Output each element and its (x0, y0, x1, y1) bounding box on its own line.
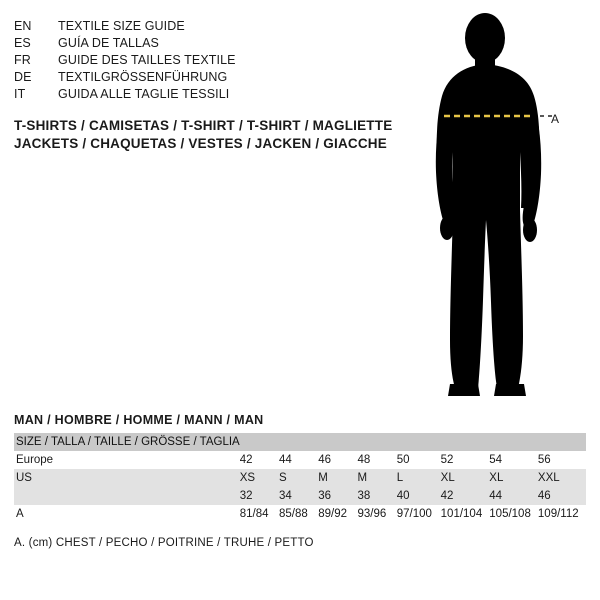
table-header-blank (397, 433, 441, 451)
language-text: GUIDA ALLE TAGLIE TESSILI (58, 87, 230, 101)
cell: XXL (538, 469, 586, 487)
table-header-blank (441, 433, 490, 451)
table-header-blank (489, 433, 538, 451)
measure-label-a: A (551, 112, 560, 126)
cell: 81/84 (240, 505, 279, 523)
cell: 85/88 (279, 505, 318, 523)
cell: 101/104 (441, 505, 490, 523)
table-header-blank (538, 433, 586, 451)
table-row (14, 451, 586, 469)
category-jackets: JACKETS / CHAQUETAS / VESTES / JACKEN / GIACCHE (14, 136, 387, 151)
male-silhouette-icon (400, 10, 590, 410)
row-label: A (14, 505, 240, 523)
table-header-label: SIZE / TALLA / TAILLE / GRÖSSE / TAGLIA (14, 433, 240, 451)
size-table (14, 433, 586, 523)
cell: 36 (318, 487, 357, 505)
cell: 34 (279, 487, 318, 505)
table-header-blank (318, 433, 357, 451)
cell: M (318, 469, 357, 487)
cell: 89/92 (318, 505, 357, 523)
language-code: DE (14, 70, 32, 84)
cell: 50 (397, 451, 441, 469)
cell: 56 (538, 451, 586, 469)
row-label: US (14, 469, 240, 487)
language-text: TEXTILGRÖSSENFÜHRUNG (58, 70, 228, 84)
language-text: TEXTILE SIZE GUIDE (58, 19, 185, 33)
cell: 42 (240, 451, 279, 469)
cell: 109/112 (538, 505, 586, 523)
table-row (14, 505, 586, 523)
cell: 105/108 (489, 505, 538, 523)
cell: L (397, 469, 441, 487)
cell: XS (240, 469, 279, 487)
category-tshirts: T-SHIRTS / CAMISETAS / T-SHIRT / T-SHIRT / MAGLIETTE (14, 118, 393, 133)
table-header-blank (240, 433, 279, 451)
cell: XL (489, 469, 538, 487)
table-header-blank (279, 433, 318, 451)
table-row (14, 469, 586, 487)
body-figure (400, 10, 590, 410)
language-text: GUÍA DE TALLAS (58, 36, 159, 50)
table-header-row (14, 433, 586, 451)
size-table-section (14, 413, 586, 549)
row-label (14, 487, 240, 505)
cell: 52 (441, 451, 490, 469)
cell: 46 (318, 451, 357, 469)
cell: 42 (441, 487, 490, 505)
cell: 44 (489, 487, 538, 505)
cell: 40 (397, 487, 441, 505)
table-footnote: A. (cm) CHEST / PECHO / POITRINE / TRUHE / PETTO (14, 537, 314, 549)
cell: S (279, 469, 318, 487)
language-text: GUIDE DES TAILLES TEXTILE (58, 53, 236, 67)
cell: XL (441, 469, 490, 487)
language-code: IT (14, 87, 26, 101)
cell: 97/100 (397, 505, 441, 523)
cell: 93/96 (357, 505, 396, 523)
cell: 46 (538, 487, 586, 505)
table-row (14, 487, 586, 505)
cell: 44 (279, 451, 318, 469)
cell: 38 (357, 487, 396, 505)
cell: M (357, 469, 396, 487)
language-code: FR (14, 53, 31, 67)
language-code: ES (14, 36, 31, 50)
table-title: MAN / HOMBRE / HOMME / MANN / MAN (14, 413, 264, 427)
cell: 54 (489, 451, 538, 469)
row-label: Europe (14, 451, 240, 469)
language-code: EN (14, 19, 32, 33)
table-header-blank (357, 433, 396, 451)
cell: 48 (357, 451, 396, 469)
cell: 32 (240, 487, 279, 505)
